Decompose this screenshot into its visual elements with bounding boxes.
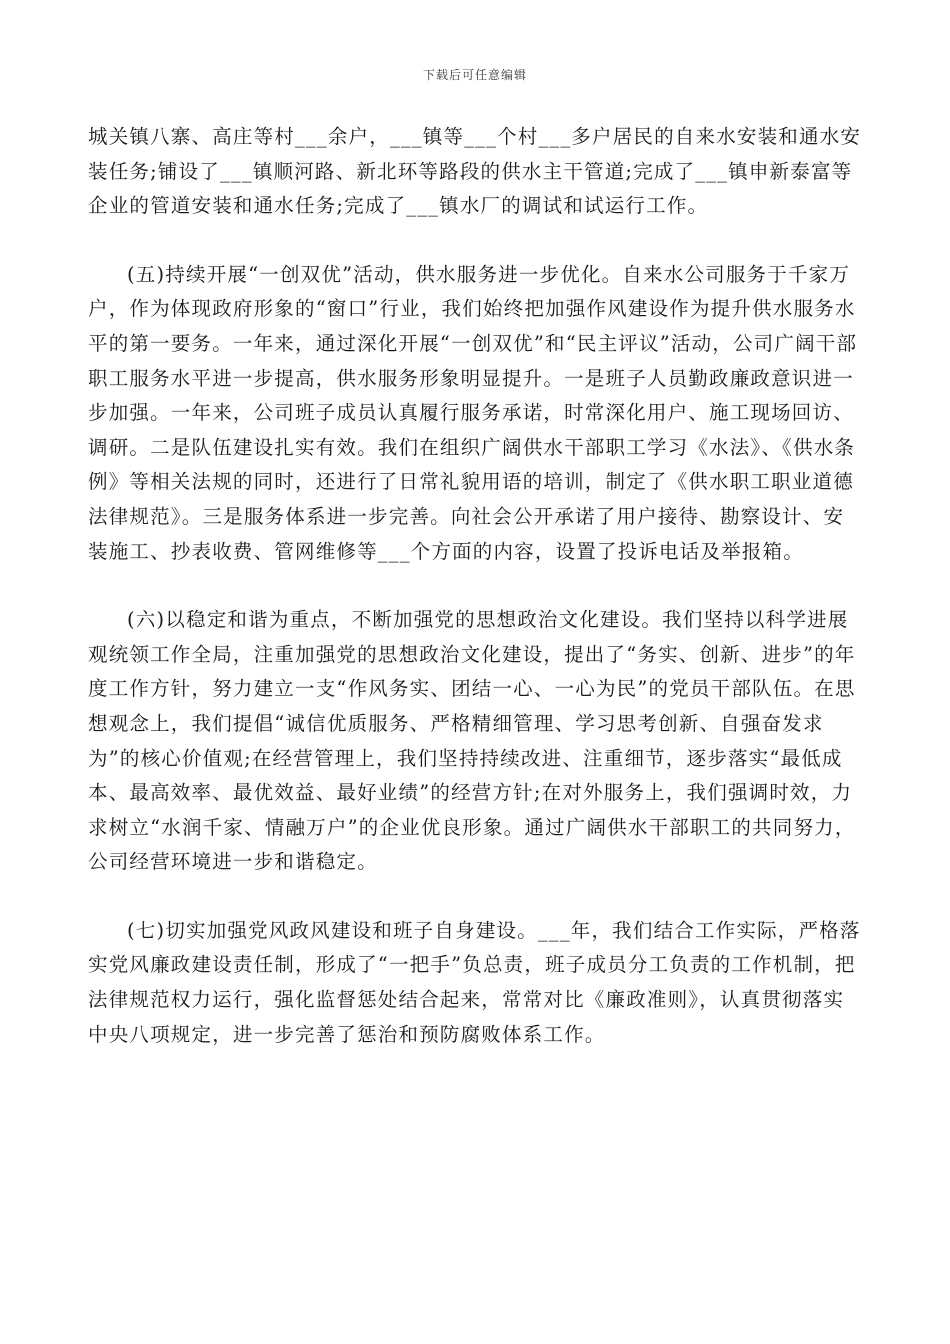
paragraph-continuation: 城关镇八寨、高庄等村___余户，___镇等___个村___多户居民的自来水安装和通水安装任务;铺设了___镇顺河路、新北环等路段的供水主干管道;完成了___镇申新泰富等企业的管道安装和通水任务;完成了___镇水厂的调试和试运行工作。	[88, 125, 862, 218]
paragraph-section-5: (五)持续开展“一创双优”活动，供水服务进一步优化。自来水公司服务于千家万户，作为体现政府形象的“窗口”行业，我们始终把加强作风建设作为提升供水服务水平的第一要务。一年来，通过深化开展“一创双优”和“民主评议”活动，公司广阔干部职工服务水平进一步提高，供水服务形象明显提升。一是班子人员勤政廉政意识进一步加强。一年来，公司班子成员认真履行服务承诺，时常深化用户、施工现场回访、调研。二是队伍建设扎实有效。我们在组织广阔供水干部职工学习《水法》、《供水条例》等相关法规的同时，还进行了日常礼貌用语的培训，制定了《供水职工职业道德法律规范》。三是服务体系进一步完善。向社会公开承诺了用户接待、勘察设计、安装施工、抄表收费、管网维修等___个方面的内容，设置了投诉电话及举报箱。	[88, 262, 858, 563]
page-header-note: 下载后可任意编辑	[422, 68, 527, 82]
paragraph-section-6: (六)以稳定和谐为重点，不断加强党的思想政治文化建设。我们坚持以科学进展观统领工作全局，注重加强党的思想政治文化建设，提出了“务实、创新、进步”的年度工作方针，努力建立一支“作风务实、团结一心、一心为民”的党员干部队伍。在思想观念上，我们提倡“诚信优质服务、严格精细管理、学习思考创新、自强奋发求为”的核心价值观;在经营管理上，我们坚持持续改进、注重细节，逐步落实“最低成本、最高效率、最优效益、最好业绩”的经营方针;在对外服务上，我们强调时效，力求树立“水润千家、情融万户”的企业优良形象。通过广阔供水干部职工的共同努力，公司经营环境进一步和谐稳定。	[88, 608, 856, 874]
paragraph-section-7: (七)切实加强党风政风建设和班子自身建设。___年，我们结合工作实际，严格落实党风廉政建设责任制，形成了“一把手”负总责，班子成员分工负责的工作机制，把法律规范权力运行，强化监督惩处结合起来，常常对比《廉政准则》，认真贯彻落实中央八项规定，进一步完善了惩治和预防腐败体系工作。	[88, 918, 861, 1046]
document-body	[88, 120, 864, 1052]
